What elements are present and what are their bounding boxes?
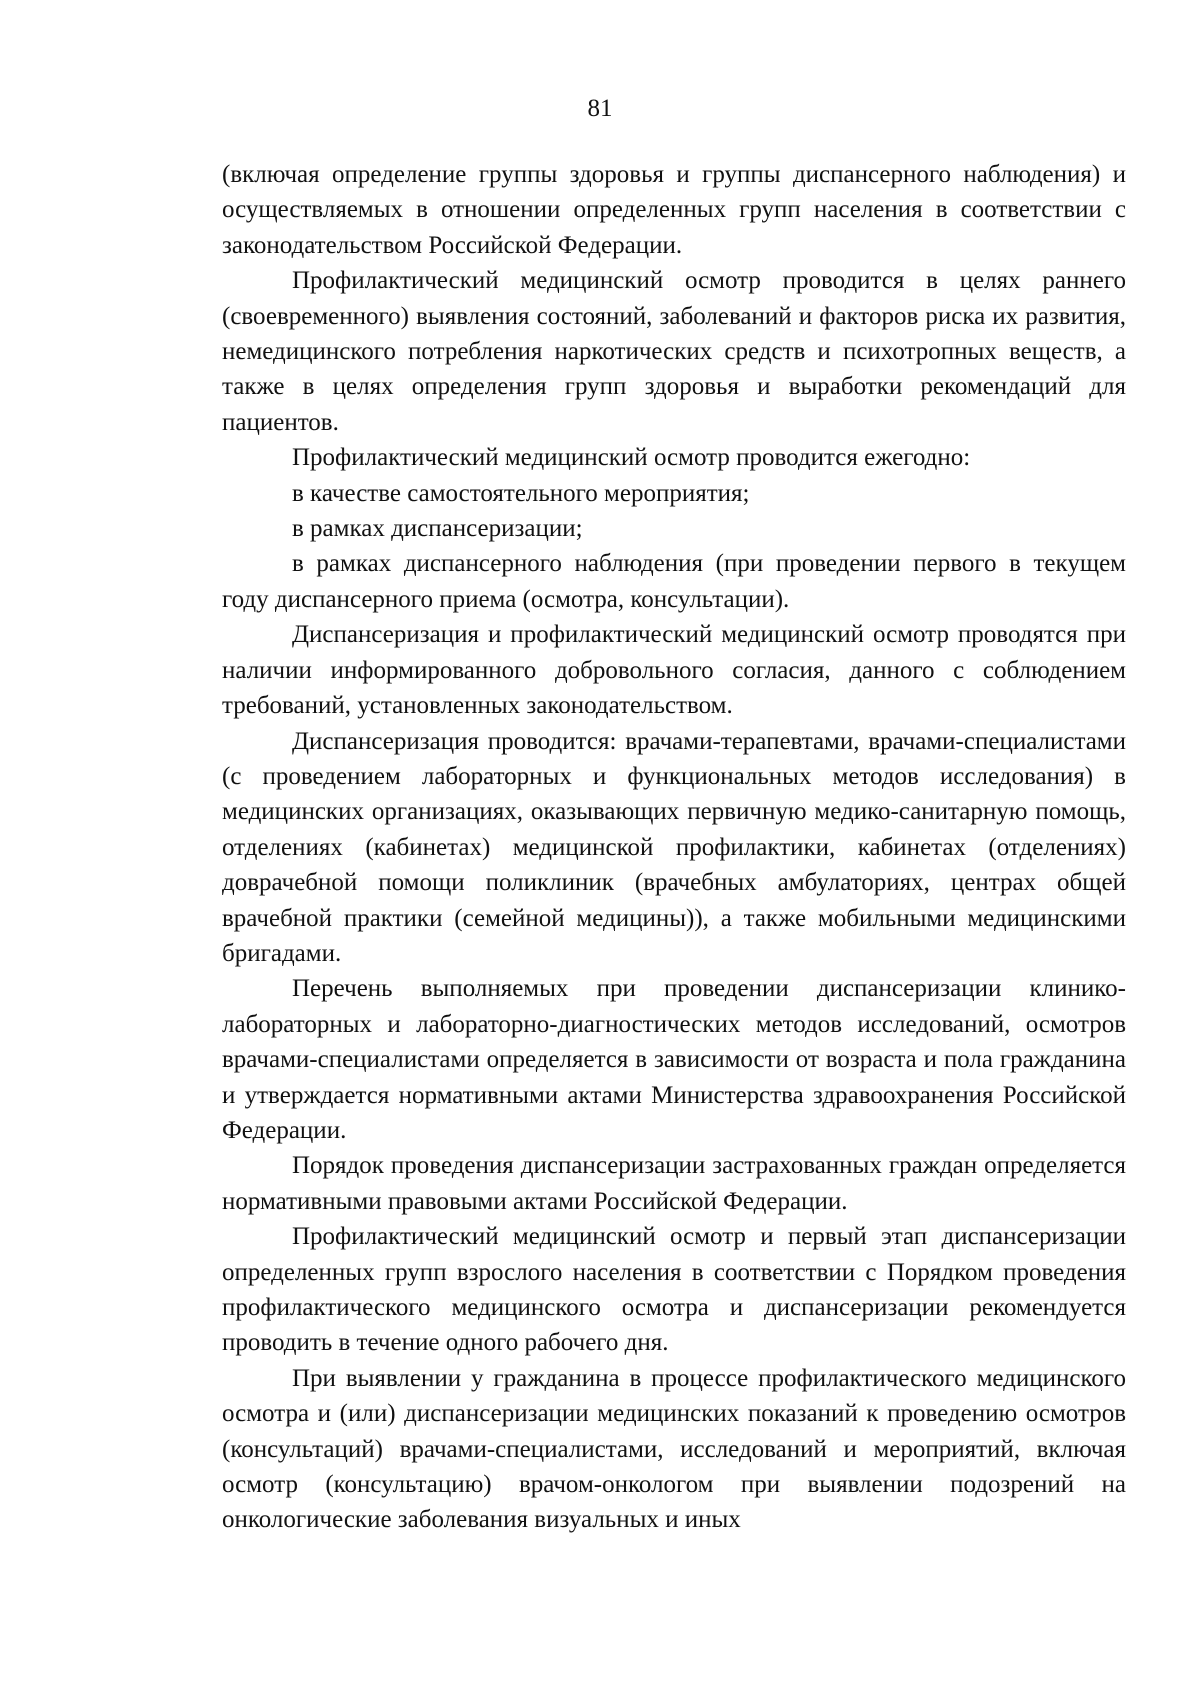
page-number: 81: [587, 95, 613, 122]
paragraph-8: Диспансеризация проводится: врачами-терапевтами, врачами-специалистами (с проведением лабораторных и функциональных методов исследования) в медицинских организациях, оказывающих первичную медико-санитарную помощь, отделениях (кабинетах) медицинской профилактики, кабинетах (отделениях) доврачебной помощи поликлиник (врачебных амбулаториях, центрах общей врачебной практики (семейной медицины)), а также мобильными медицинскими бригадами.: [222, 727, 1126, 967]
paragraph-6: в рамках диспансерного наблюдения (при проведении первого в текущем году диспансерного приема (осмотра, консультации).: [222, 550, 1126, 613]
paragraph-1: (включая определение группы здоровья и группы диспансерного наблюдения) и осуществляемых в отношении определенных групп населения в соответствии с законодательством Российской Федерации.: [222, 161, 1126, 259]
document-body: [222, 157, 1126, 1538]
paragraph-9: Перечень выполняемых при проведении диспансеризации клинико-лабораторных и лабораторно-диагностических методов исследований, осмотров врачами-специалистами определяется в зависимости от возраста и пола гражданина и утверждается нормативными актами Министерства здравоохранения Российской Федерации.: [222, 975, 1126, 1144]
paragraph-7: Диспансеризация и профилактический медицинский осмотр проводятся при наличии информированного добровольного согласия, данного с соблюдением требований, установленных законодательством.: [222, 621, 1126, 720]
paragraph-2: Профилактический медицинский осмотр проводится в целях раннего (своевременного) выявления состояний, заболеваний и факторов риска их развития, немедицинского потребления наркотических средств и психотропных веществ, а также в целях определения групп здоровья и выработки рекомендаций для пациентов.: [222, 267, 1126, 436]
paragraph-10: Порядок проведения диспансеризации застрахованных граждан определяется нормативными правовыми актами Российской Федерации.: [222, 1152, 1126, 1215]
paragraph-3: Профилактический медицинский осмотр проводится ежегодно:: [292, 444, 971, 472]
paragraph-11: Профилактический медицинский осмотр и первый этап диспансеризации определенных групп взрослого населения в соответствии с Порядком проведения профилактического медицинского осмотра и диспансеризации рекомендуется проводить в течение одного рабочего дня.: [222, 1223, 1126, 1357]
paragraph-5: в рамках диспансеризации;: [292, 515, 583, 543]
paragraph-4: в качестве самостоятельного мероприятия;: [292, 479, 750, 507]
paragraph-12: При выявлении у гражданина в процессе профилактического медицинского осмотра и (или) диспансеризации медицинских показаний к проведению осмотров (консультаций) врачами-специалистами, исследований и мероприятий, включая осмотр (консультацию) врачом-онкологом при выявлении подозрений на онкологические заболевания визуальных и иных: [222, 1364, 1126, 1534]
